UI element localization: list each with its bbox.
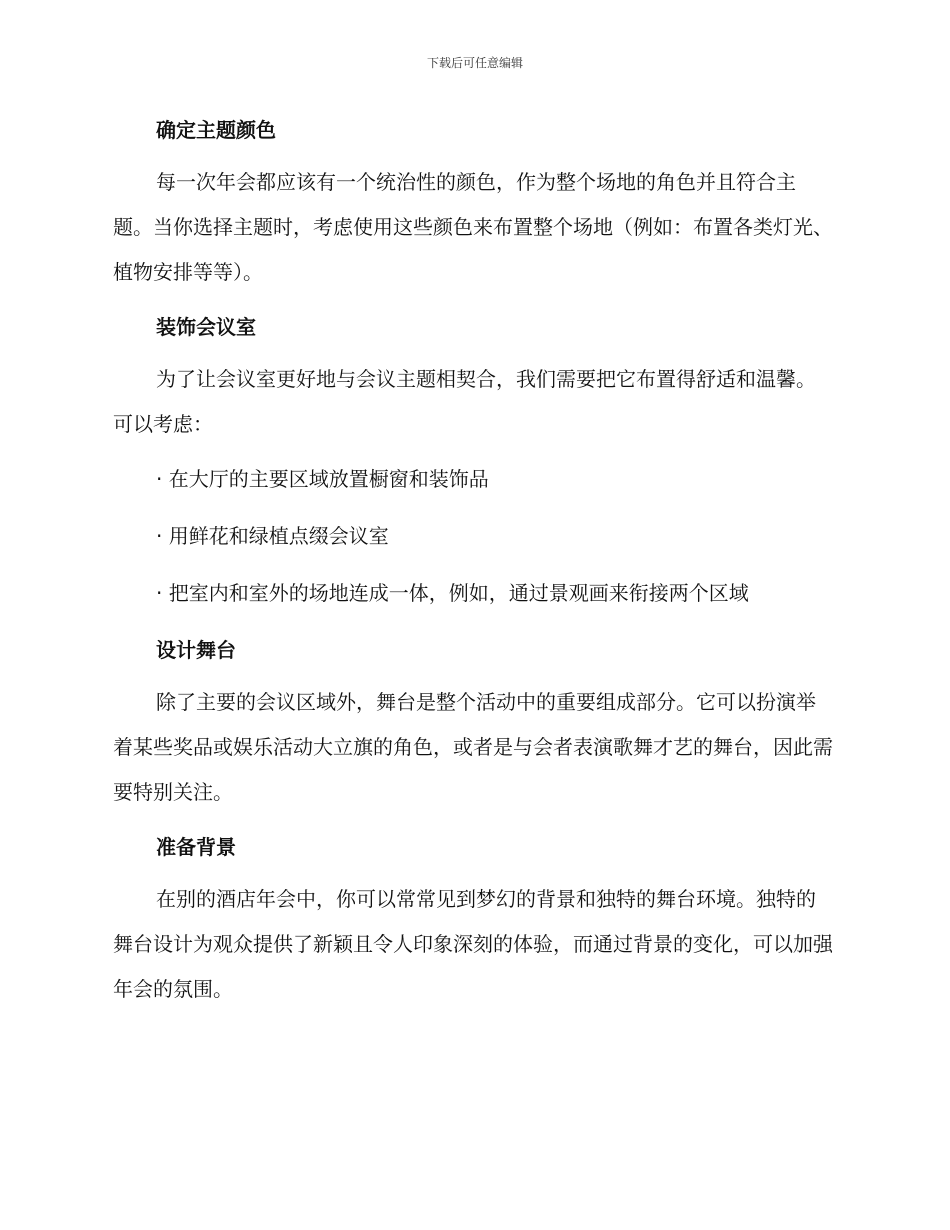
list-item: · 在大厅的主要区域放置橱窗和装饰品 [156, 467, 489, 491]
section-paragraph-decorate-room: 为了让会议室更好地与会议主题相契合，我们需要把它布置得舒适和温馨。可以考虑： [113, 367, 816, 436]
section-heading-decorate-room: 装饰会议室 [156, 315, 256, 339]
section-heading-stage-design: 设计舞台 [156, 638, 236, 662]
section-paragraph-stage-design: 除了主要的会议区域外，舞台是整个活动中的重要组成部分。它可以扮演举着某些奖品或娱乐活动大立旗的角色，或者是与会者表演歌舞才艺的舞台，因此需要特别关注。 [113, 690, 833, 804]
header-note: 下载后可任意编辑 [426, 56, 523, 70]
list-item: · 把室内和室外的场地连成一体，例如，通过景观画来衔接两个区域 [156, 581, 749, 605]
section-heading-background: 准备背景 [156, 835, 236, 859]
section-heading-theme-color: 确定主题颜色 [156, 118, 276, 142]
section-paragraph-theme-color: 每一次年会都应该有一个统治性的颜色，作为整个场地的角色并且符合主题。当你选择主题时，考虑使用这些颜色来布置整个场地（例如：布置各类灯光、植物安排等等）。 [113, 170, 833, 284]
document-body [113, 110, 833, 1024]
list-item: · 用鲜花和绿植点缀会议室 [156, 524, 389, 548]
section-paragraph-background: 在别的酒店年会中，你可以常常见到梦幻的背景和独特的舞台环境。独特的舞台设计为观众提供了新颖且令人印象深刻的体验，而通过背景的变化，可以加强年会的氛围。 [113, 887, 833, 1001]
